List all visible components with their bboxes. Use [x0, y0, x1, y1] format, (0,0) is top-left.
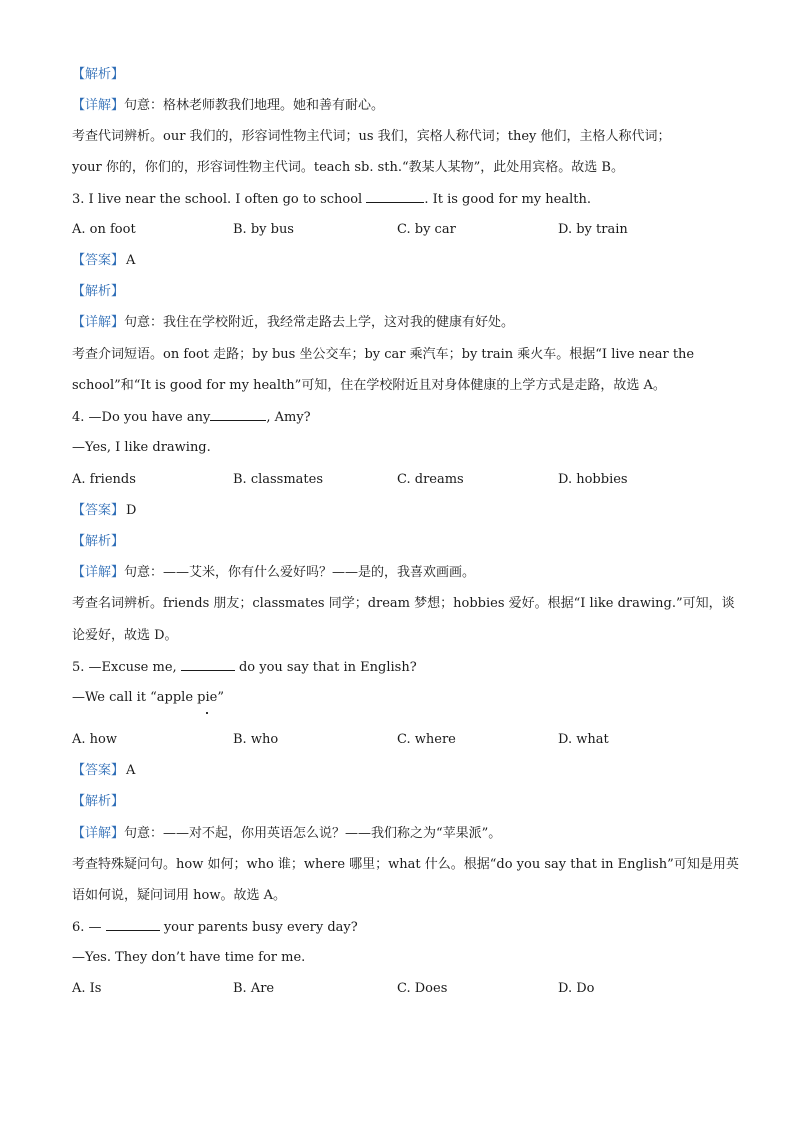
explanation-line-2: your 你的，你们的，形容词性物主代词。teach sb. sth.“教某人某物”，此处用宾格。故选 B。	[72, 160, 624, 175]
answer-line	[72, 252, 732, 270]
option-c: C. dreams	[397, 472, 464, 487]
detail-line	[72, 97, 732, 115]
explanation-line-1: 考查代词辨析。our 我们的，形容词性物主代词；us 我们，宾格人称代词；they 他们，主格人称代词；	[72, 129, 671, 144]
question-6-options	[72, 980, 732, 998]
question-6-reply: —Yes. They don’t have time for me.	[72, 950, 306, 965]
question-6-stem	[72, 918, 732, 937]
answer-value: A	[126, 253, 136, 268]
question-4-stem	[72, 408, 732, 427]
explanation-line-1: 考查名词辨析。friends 朋友；classmates 同学；dream 梦想；hobbies 爱好。根据“I like drawing.”可知，谈	[72, 596, 735, 611]
option-d: D. Do	[558, 981, 595, 996]
explanation-line-2: 论爱好，故选 D。	[72, 628, 178, 643]
option-b: B. classmates	[233, 472, 324, 487]
option-b: B. by bus	[233, 222, 294, 237]
answer-line	[72, 502, 732, 520]
stem-text: 3. I live near the school. I often go to school	[72, 192, 363, 207]
answer-blank	[366, 190, 424, 203]
stray-period-mark	[206, 712, 208, 714]
question-4-reply: —Yes, I like drawing.	[72, 440, 211, 455]
answer-blank	[210, 408, 266, 421]
detail-tag: 【详解】	[72, 315, 125, 330]
answer-blank	[106, 918, 160, 931]
stem-text-end: , Amy?	[266, 410, 311, 425]
detail-text: 句意：格林老师教我们地理。她和善有耐心。	[124, 98, 385, 113]
stem-text: 6. —	[72, 920, 102, 935]
detail-line	[72, 314, 732, 332]
option-b: B. who	[233, 732, 279, 747]
option-a: A. friends	[72, 472, 136, 487]
analysis-heading	[72, 283, 732, 301]
question-3-options	[72, 221, 732, 239]
answer-tag: 【答案】	[72, 763, 125, 778]
analysis-heading	[72, 533, 732, 551]
explanation-line-1: 考查介词短语。on foot 走路；by bus 坐公交车；by car 乘汽车；by train 乘火车。根据“I live near the	[72, 347, 695, 362]
option-a: A. on foot	[72, 222, 136, 237]
analysis-heading	[72, 793, 732, 811]
explanation-line-2: 语如何说，疑问词用 how。故选 A。	[72, 888, 286, 903]
analysis-tag: 【解析】	[72, 67, 125, 82]
option-b: B. Are	[233, 981, 275, 996]
analysis-tag: 【解析】	[72, 284, 125, 299]
answer-tag: 【答案】	[72, 503, 125, 518]
explanation-line-1: 考查特殊疑问句。how 如何；who 谁；where 哪里；what 什么。根据“do you say that in English”可知是用英	[72, 857, 739, 872]
answer-line	[72, 762, 732, 780]
option-d: D. hobbies	[558, 472, 628, 487]
detail-text: 句意：——艾米，你有什么爱好吗？——是的，我喜欢画画。	[124, 565, 476, 580]
option-d: D. what	[558, 732, 609, 747]
detail-tag: 【详解】	[72, 98, 125, 113]
stem-text-end: . It is good for my health.	[424, 192, 591, 207]
question-4-options	[72, 471, 732, 489]
detail-text: 句意：我住在学校附近，我经常走路去上学，这对我的健康有好处。	[124, 315, 515, 330]
analysis-tag: 【解析】	[72, 794, 125, 809]
stem-text: 5. —Excuse me,	[72, 660, 177, 675]
option-a: A. how	[72, 732, 117, 747]
question-3-stem	[72, 190, 732, 209]
detail-tag: 【详解】	[72, 826, 125, 841]
answer-blank	[181, 658, 235, 671]
detail-line	[72, 825, 732, 843]
analysis-heading	[72, 66, 732, 84]
detail-line	[72, 564, 732, 582]
option-c: C. by car	[397, 222, 456, 237]
answer-value: A	[126, 763, 136, 778]
explanation-line-2: school”和“It is good for my health”可知，住在学校附近且对身体健康的上学方式是走路，故选 A。	[72, 378, 666, 393]
question-5-reply: —We call it “apple pie”	[72, 690, 224, 705]
analysis-tag: 【解析】	[72, 534, 125, 549]
question-5-options	[72, 731, 732, 749]
answer-value: D	[126, 503, 137, 518]
stem-text-end: your parents busy every day?	[163, 920, 358, 935]
question-5-stem	[72, 658, 732, 677]
option-a: A. Is	[72, 981, 102, 996]
stem-text: 4. —Do you have any	[72, 410, 211, 425]
option-d: D. by train	[558, 222, 628, 237]
detail-text: 句意：——对不起，你用英语怎么说？——我们称之为“苹果派”。	[124, 826, 502, 841]
answer-tag: 【答案】	[72, 253, 125, 268]
option-c: C. where	[397, 732, 456, 747]
stem-text-end: do you say that in English?	[238, 660, 417, 675]
detail-tag: 【详解】	[72, 565, 125, 580]
option-c: C. Does	[397, 981, 448, 996]
